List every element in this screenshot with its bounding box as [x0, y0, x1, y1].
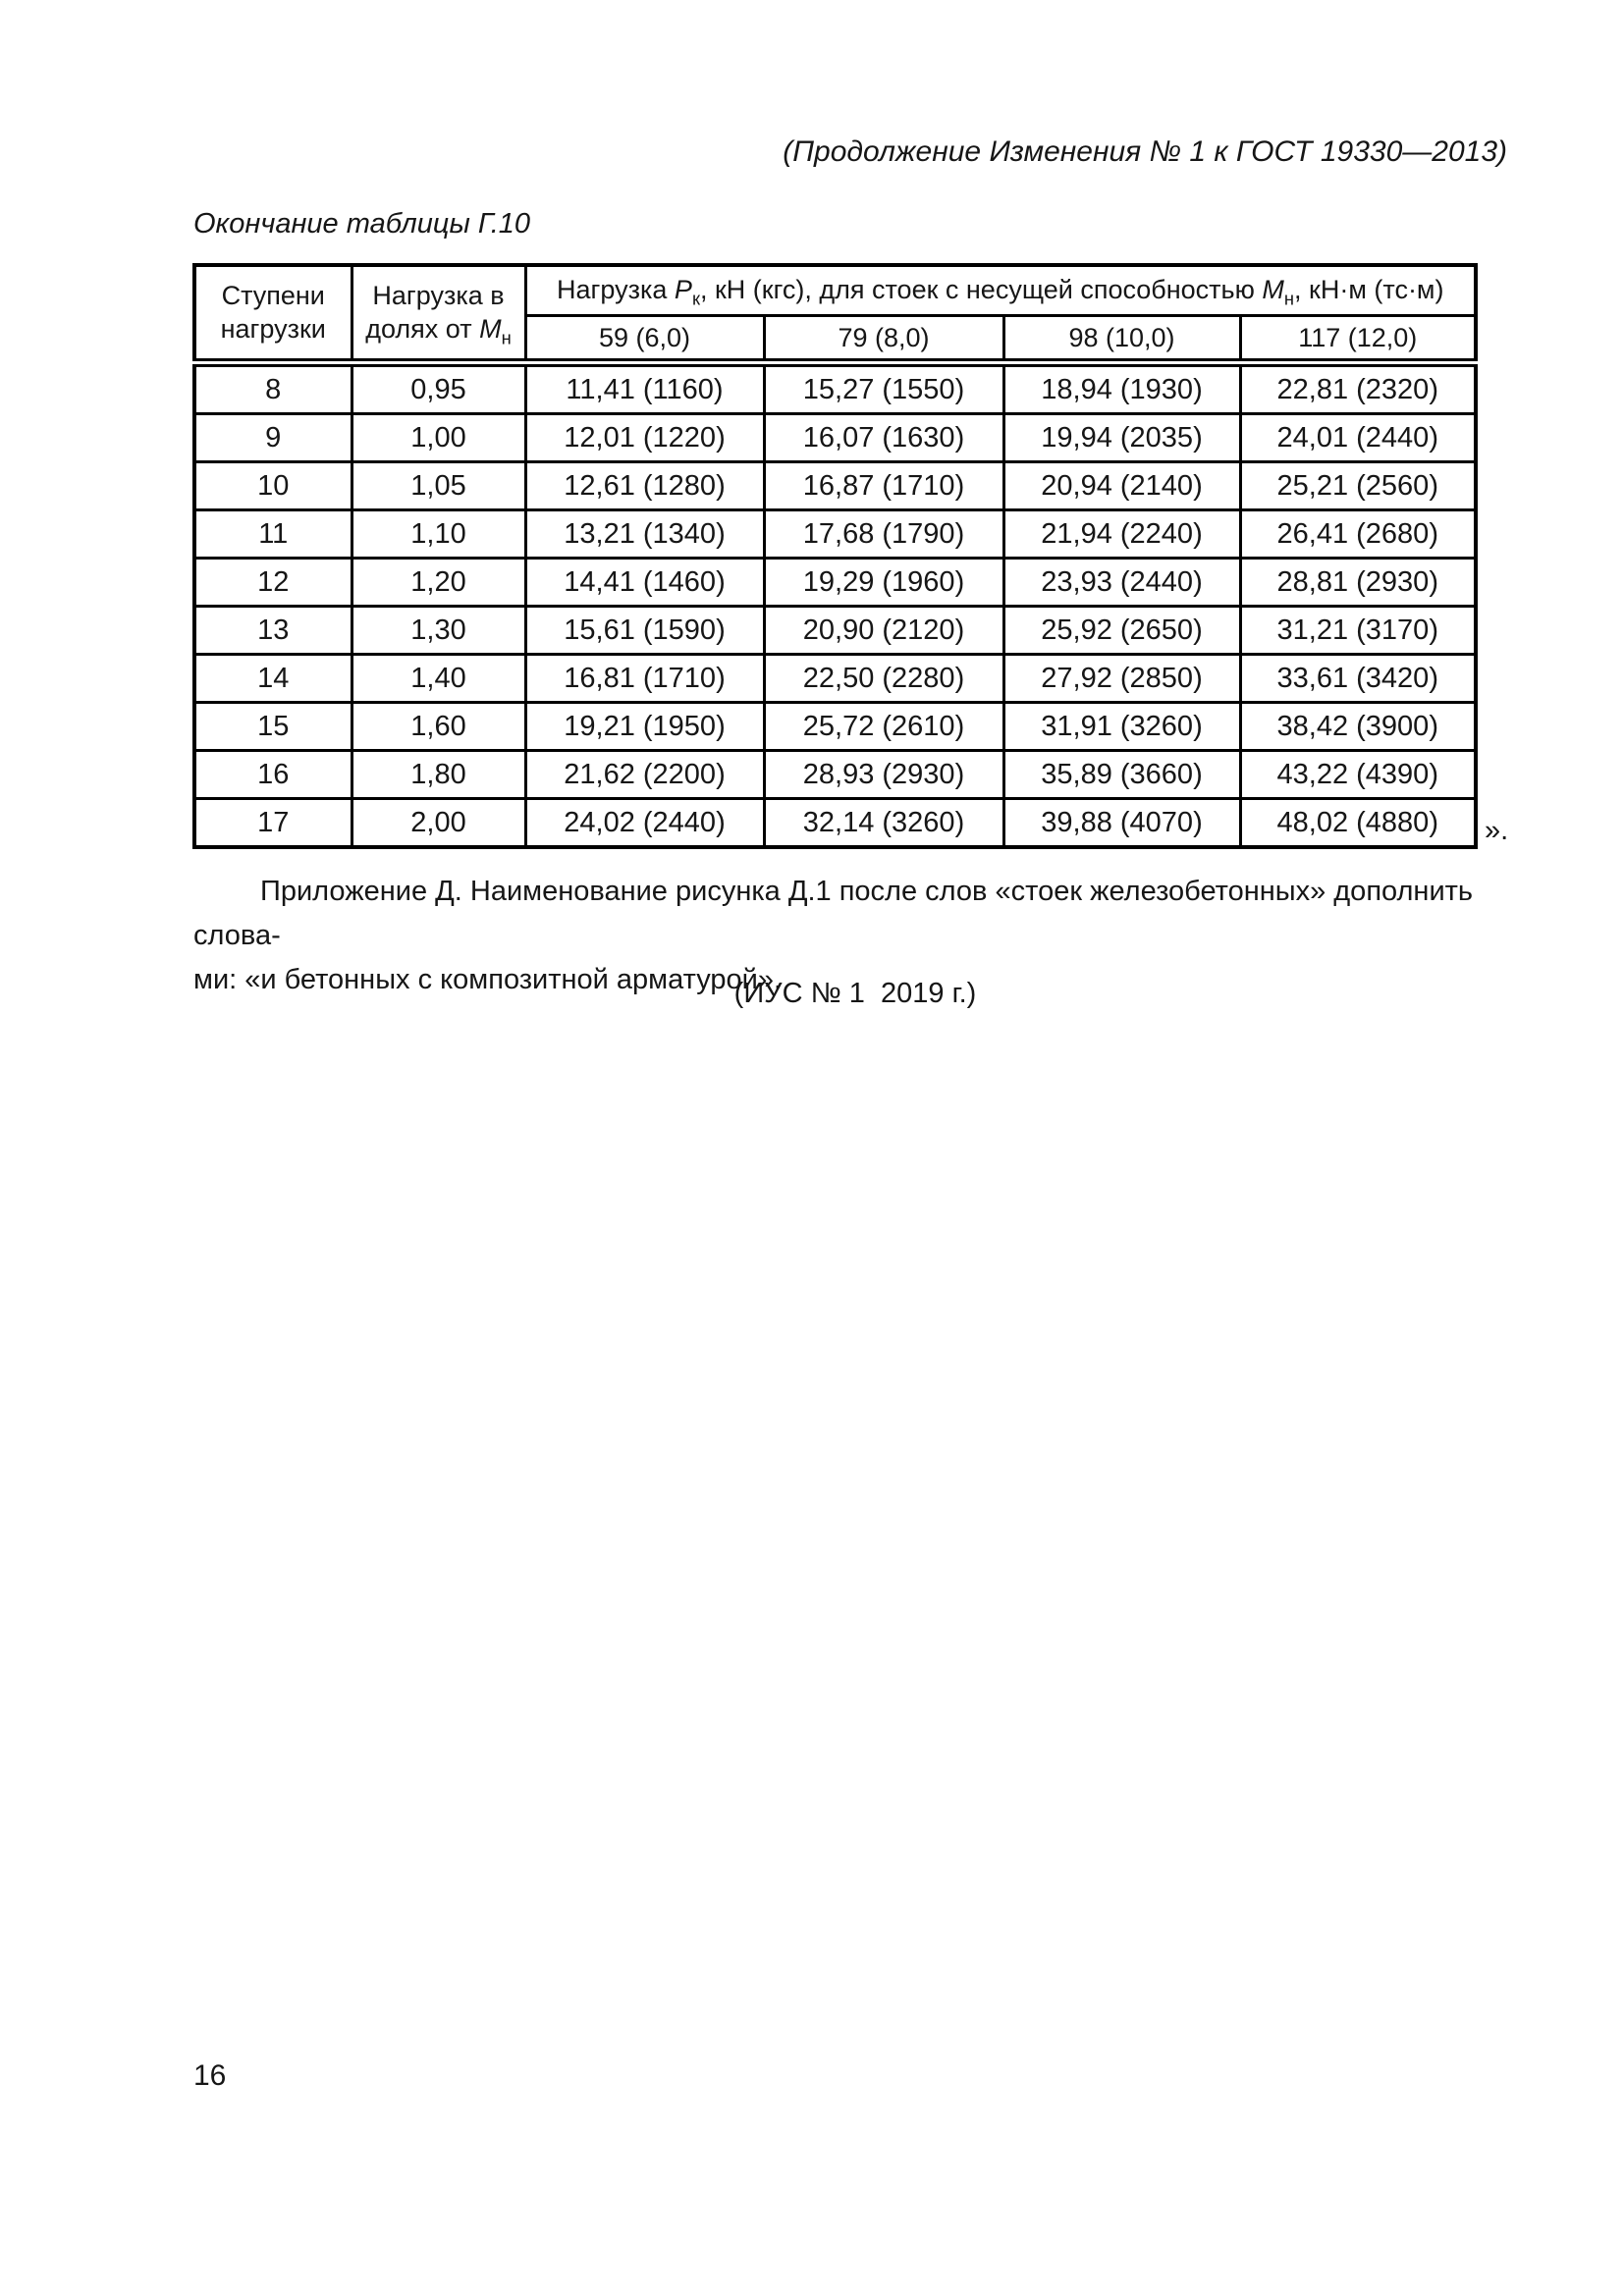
- cell-fraction: 1,60: [352, 703, 525, 751]
- load-header-sub1: к: [691, 288, 700, 309]
- table-row: [194, 799, 1476, 848]
- fraction-prefix: долях от: [365, 313, 480, 344]
- cell-load: 12,61 (1280): [525, 462, 764, 510]
- cell-step: 12: [194, 559, 352, 607]
- page-number: 16: [193, 2059, 227, 2092]
- cell-load: 16,81 (1710): [525, 655, 764, 703]
- cell-load: 24,01 (2440): [1240, 414, 1476, 462]
- table-row: [194, 703, 1476, 751]
- cell-step: 17: [194, 799, 352, 848]
- header-capacity-59: 59 (6,0): [525, 316, 764, 363]
- cell-fraction: 1,30: [352, 607, 525, 655]
- cell-load: 19,21 (1950): [525, 703, 764, 751]
- closing-quote-mark: ».: [1485, 815, 1509, 846]
- cell-load: 20,90 (2120): [764, 607, 1003, 655]
- cell-fraction: 0,95: [352, 363, 525, 414]
- header-capacity-98: 98 (10,0): [1003, 316, 1240, 363]
- cell-fraction: 1,05: [352, 462, 525, 510]
- load-header-sub2: н: [1283, 288, 1295, 309]
- cell-load: 32,14 (3260): [764, 799, 1003, 848]
- cell-step: 13: [194, 607, 352, 655]
- load-header-var1: Р: [674, 275, 692, 305]
- table-row: [194, 414, 1476, 462]
- header-load-fraction: [352, 265, 525, 363]
- cell-load: 38,42 (3900): [1240, 703, 1476, 751]
- table-row: [194, 510, 1476, 559]
- header-load-fraction-line1: Нагрузка в: [372, 280, 505, 310]
- cell-fraction: 2,00: [352, 799, 525, 848]
- cell-fraction: 1,00: [352, 414, 525, 462]
- cell-load: 15,27 (1550): [764, 363, 1003, 414]
- cell-load: 43,22 (4390): [1240, 751, 1476, 799]
- cell-step: 10: [194, 462, 352, 510]
- cell-load: 16,07 (1630): [764, 414, 1003, 462]
- cell-load: 22,81 (2320): [1240, 363, 1476, 414]
- cell-step: 11: [194, 510, 352, 559]
- cell-load: 31,91 (3260): [1003, 703, 1240, 751]
- cell-load: 12,01 (1220): [525, 414, 764, 462]
- table-row: [194, 462, 1476, 510]
- header-capacity-117: 117 (12,0): [1240, 316, 1476, 363]
- table-row: [194, 751, 1476, 799]
- header-load-capacity-span: [525, 265, 1476, 316]
- cell-load: 13,21 (1340): [525, 510, 764, 559]
- cell-load: 33,61 (3420): [1240, 655, 1476, 703]
- cell-step: 9: [194, 414, 352, 462]
- cell-load: 24,02 (2440): [525, 799, 764, 848]
- cell-load: 15,61 (1590): [525, 607, 764, 655]
- fraction-variable: М: [479, 313, 502, 344]
- cell-load: 39,88 (4070): [1003, 799, 1240, 848]
- cell-load: 21,94 (2240): [1003, 510, 1240, 559]
- table-row: [194, 607, 1476, 655]
- appendix-amendment-line2: ми: «и бетонных с композитной арматурой».: [193, 963, 783, 995]
- cell-load: 28,93 (2930): [764, 751, 1003, 799]
- load-header-var2: М: [1262, 275, 1284, 305]
- header-load-fraction-line2: [357, 313, 520, 347]
- table-header-row-1: [194, 265, 1476, 316]
- table-caption: Окончание таблицы Г.10: [193, 208, 531, 240]
- cell-load: 26,41 (2680): [1240, 510, 1476, 559]
- cell-load: 16,87 (1710): [764, 462, 1003, 510]
- cell-load: 21,62 (2200): [525, 751, 764, 799]
- cell-load: 35,89 (3660): [1003, 751, 1240, 799]
- ius-reference: (ИУС № 1 2019 г.): [733, 978, 977, 1009]
- cell-load: 25,21 (2560): [1240, 462, 1476, 510]
- load-header-part1: Нагрузка: [557, 275, 675, 305]
- header-load-steps: [194, 265, 352, 363]
- table-row: [194, 363, 1476, 414]
- header-load-steps-line1: Ступени: [221, 280, 325, 310]
- cell-load: 11,41 (1160): [525, 363, 764, 414]
- cell-load: 19,29 (1960): [764, 559, 1003, 607]
- continuation-note: (Продолжение Изменения № 1 к ГОСТ 19330—2013): [783, 135, 1507, 168]
- cell-step: 16: [194, 751, 352, 799]
- cell-step: 15: [194, 703, 352, 751]
- cell-load: 18,94 (1930): [1003, 363, 1240, 414]
- cell-load: 25,92 (2650): [1003, 607, 1240, 655]
- table-row: [194, 559, 1476, 607]
- cell-load: 23,93 (2440): [1003, 559, 1240, 607]
- cell-load: 28,81 (2930): [1240, 559, 1476, 607]
- fraction-subscript: н: [501, 326, 512, 347]
- load-header-part3: , кН·м (тс·м): [1294, 275, 1444, 305]
- cell-fraction: 1,80: [352, 751, 525, 799]
- header-load-steps-line2: нагрузки: [220, 313, 326, 344]
- cell-load: 22,50 (2280): [764, 655, 1003, 703]
- cell-fraction: 1,10: [352, 510, 525, 559]
- cell-load: 27,92 (2850): [1003, 655, 1240, 703]
- cell-load: 31,21 (3170): [1240, 607, 1476, 655]
- appendix-amendment-line1: Приложение Д. Наименование рисунка Д.1 после слов «стоек железобетонных» дополнить слова-: [193, 876, 1474, 951]
- cell-fraction: 1,40: [352, 655, 525, 703]
- cell-load: 48,02 (4880): [1240, 799, 1476, 848]
- load-header-part2: , кН (кгс), для стоек с несущей способностью: [699, 275, 1263, 305]
- cell-load: 17,68 (1790): [764, 510, 1003, 559]
- cell-load: 20,94 (2140): [1003, 462, 1240, 510]
- cell-fraction: 1,20: [352, 559, 525, 607]
- cell-load: 25,72 (2610): [764, 703, 1003, 751]
- header-capacity-79: 79 (8,0): [764, 316, 1003, 363]
- table-row: [194, 655, 1476, 703]
- cell-step: 8: [194, 363, 352, 414]
- load-table: [192, 263, 1478, 849]
- cell-step: 14: [194, 655, 352, 703]
- cell-load: 14,41 (1460): [525, 559, 764, 607]
- cell-load: 19,94 (2035): [1003, 414, 1240, 462]
